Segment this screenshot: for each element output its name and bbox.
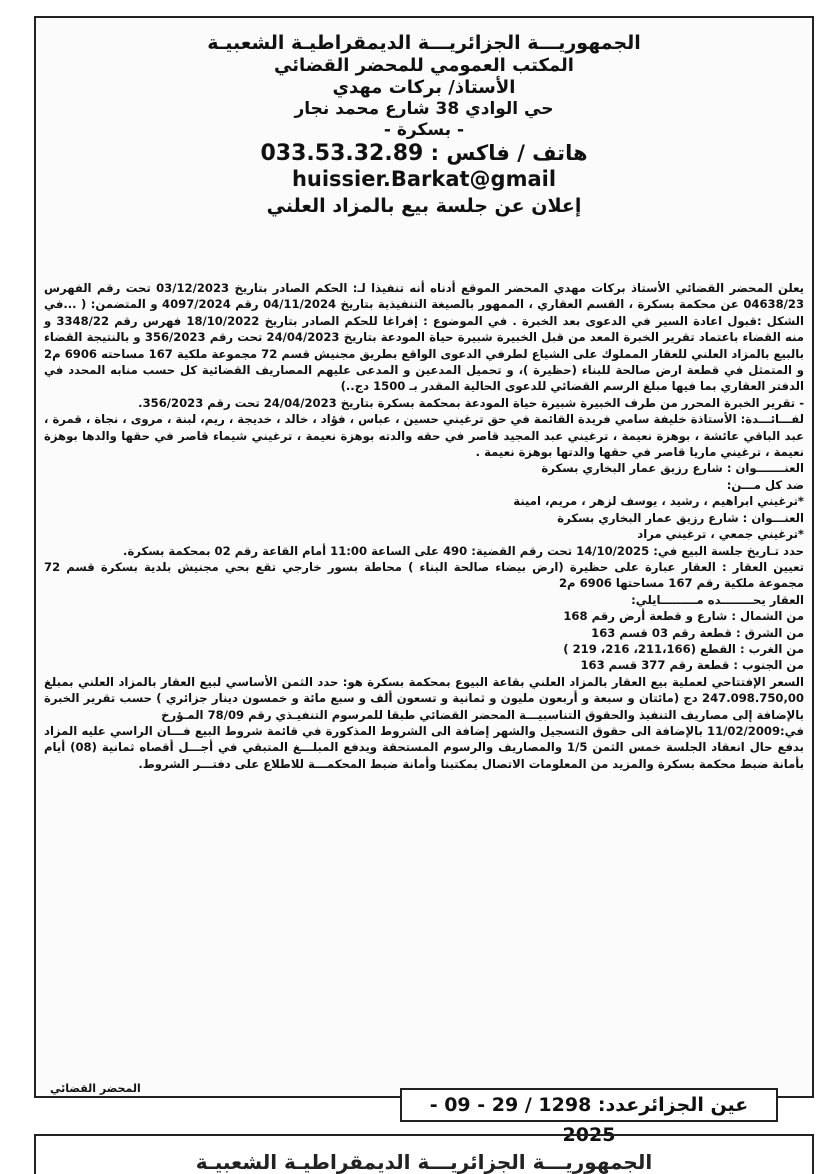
- notice-body: [44, 280, 804, 772]
- session-date-paragraph: حدد تـاريخ جلسة البيع في: 14/10/2025 تحت رقم القضية: 490 على الساعة 11:00 أمام القاعة رقم 02 بمحكمة بسكرة.: [123, 543, 804, 558]
- boundary-north: من الشمال : شارع و قطعة أرض رقم 168: [563, 609, 804, 624]
- ruling-paragraph: يعلن المحضر القضائي الأستاذ بركات مهدي المحضر الموقع أدناه أنه تنفيذا لـ: الحكم الصادر بتاريخ 03/12/2023 تحت رقم الفهرس 04638/23 عن محكمة بسكرة ، القسم العقاري ، الممهور بالصيغة التنفيذية بتاريخ 04/11/2024 رقم 4097/2024 و المتضمن: ( ...في الشكل :قبول اعادة السير في الدعوى بعد الخبرة . في الموضوع : إفراغا للحكم الصادر بتاريخ 18/10/2022 فهرس رقم 3348/22 و منه القضاء باعتماد تقرير الخبرة المعد من قبل الخبيرة شبيرة حياة المودعة بتاريخ 24/04/2023 تحت رقم 356/2023 و بالنتيجة القضاء بالبيع بالمزاد العلني للعقار المملوك على الشياع لطرفي الدعوى الواقع بطريق مجنيش قسم 72 مجموعة ملكية 167 مساحته 6906 م2 و المتمثل في قطعة ارض صالحة للبناء (حظيرة )، و تحميل المدعين و المدعى عليهم المصاريف القضائية كل حسب منابه المحدد في الدفتر العقاري بما فيها مبلغ الرسم القضائي للدعوى الحالية المقدر بـ 1500 دج..): [44, 281, 805, 394]
- defendants-2: *ترغيني جمعي ، ترغيني مراد: [637, 527, 804, 542]
- boundary-south: من الجنوب : قطعة رقم 377 قسم 163: [580, 658, 804, 673]
- against-label: ضد كل مـــن:: [726, 477, 804, 492]
- bailiff-name: الأستاذ/ بركات مهدي: [332, 77, 516, 99]
- newspaper-issue-footer: عين الجزائرعدد: 1298 / 29 - 09 - 2025: [400, 1088, 778, 1122]
- phone-line: [36, 141, 812, 168]
- notice-title: إعلان عن جلسة بيع بالمزاد العلني: [266, 194, 582, 217]
- signature: المحضر القضائي: [50, 1082, 141, 1095]
- defendants-address: العنـــوان : شارع رزيق عمار البخاري بسكرة: [557, 510, 804, 525]
- office-address: حي الوادي 38 شارع محمد نجار: [294, 99, 554, 120]
- email-address: huissier.Barkat@gmail: [291, 167, 557, 192]
- phone-number: 033.53.32.89: [260, 140, 424, 166]
- payment-terms-paragraph: في:11/02/2009 بالإضافة الى حقوق التسجيل والشهر إضافة الى الشروط المذكورة في قائمة شروط البيع فـــان الراسي عليه المزاد بدفع حال انعقاد الجلسة خمس الثمن 1/5 والمصاريف والرسوم المستحقة ويدفع المبلـــغ المتبقي في أجـــل أقصاه ثمانية (08) أيام بأمانة ضبط محكمة بسكرة والمزيد من المعلومات الاتصال بمكتبنا وأمانة ضبط المحكمـــة للاطلاع على دفتـــر الشروط.: [44, 723, 805, 771]
- next-notice-fragment: [34, 1134, 814, 1174]
- beneficiary-address: العنـــــــوان : شارع رزيق عمار البخاري بسكرة: [541, 461, 804, 476]
- office-name: المكتب العمومي للمحضر القضائي: [274, 55, 574, 77]
- boundary-east: من الشرق : قطعة رقم 03 قسم 163: [591, 625, 804, 640]
- next-notice-header: الجمهوريـــة الجزائريـــة الديمقراطيـة الشعبيـة: [195, 1150, 653, 1174]
- republic-title: الجمهوريـــة الجزائريـــة الديمقراطيـة الشعبيـة: [207, 32, 641, 54]
- boundaries-title: العقار يحــــــــده مـــــــــايلي:: [631, 592, 804, 607]
- office-city: - بسكرة -: [383, 119, 465, 140]
- defendants-1: *ترغيني ابراهيم ، رشيد ، يوسف لزهر ، مريم، امينة: [513, 494, 804, 509]
- phone-label: هاتف / فاكس :: [430, 140, 588, 165]
- beneficiary-paragraph: لفـــائـــدة: الأستاذة خليفة سامي فريدة القائمة في حق ترغيني حسين ، عباس ، فؤاد ، خالد ، خديجة ، ريم، لبنة ، مروى ، نجاة ، قمرة ، عبد الباقي عائشة ، بوهزة نعيمة ، ترغيني عبد المجيد قاصر في حقه والدته بوهزة نعيمة ، ترغيني شيماء قاصر في حقها والدها بوهزة نعيمة ، ترغيني ماريا قاصر في حقها والدتها بوهزة نعيمة .: [44, 412, 804, 460]
- opening-price-paragraph: السعر الإفتتاحي لعملية بيع العقار بالمزاد العلني بقاعة البيوع بمحكمة بسكرة هو: حدد الثمن الأساسي لبيع العقار بالمزاد العلني بمبلغ 247.098.750,00 دج (مائتان و سبعة و أربعون مليون و ثمانية و تسعون ألف و سبع مائة و خمسون دينار جزائري ) حسب تقرير الخبرة بالإضافة إلى مصاريف التنفيذ والحقوق التناسبيـــة المحضر القضائي طبقا للمرسوم التنفيـذي رقم 78/09 المـؤرخ: [44, 674, 804, 722]
- property-description: تعيين العقار : العقار عبارة على حظيرة (ارض بيضاء صالحة البناء ) محاطة بسور خارجي تقع بحي مجنيش بلدية بسكرة قسم 72 مجموعة ملكية رقم 167 مساحتها 6906 م2: [44, 559, 804, 591]
- notice-header: [36, 32, 812, 218]
- boundary-west: من الغرب : القطع (211،166، 216، 219 ): [563, 641, 804, 656]
- auction-notice: [34, 16, 814, 1098]
- expert-report-paragraph: - تقرير الخبرة المحرر من طرف الخبيرة شبيرة حياة المودعة بمحكمة بسكرة بتاريخ 24/04/2023 تحت رقم 356/2023.: [138, 395, 804, 410]
